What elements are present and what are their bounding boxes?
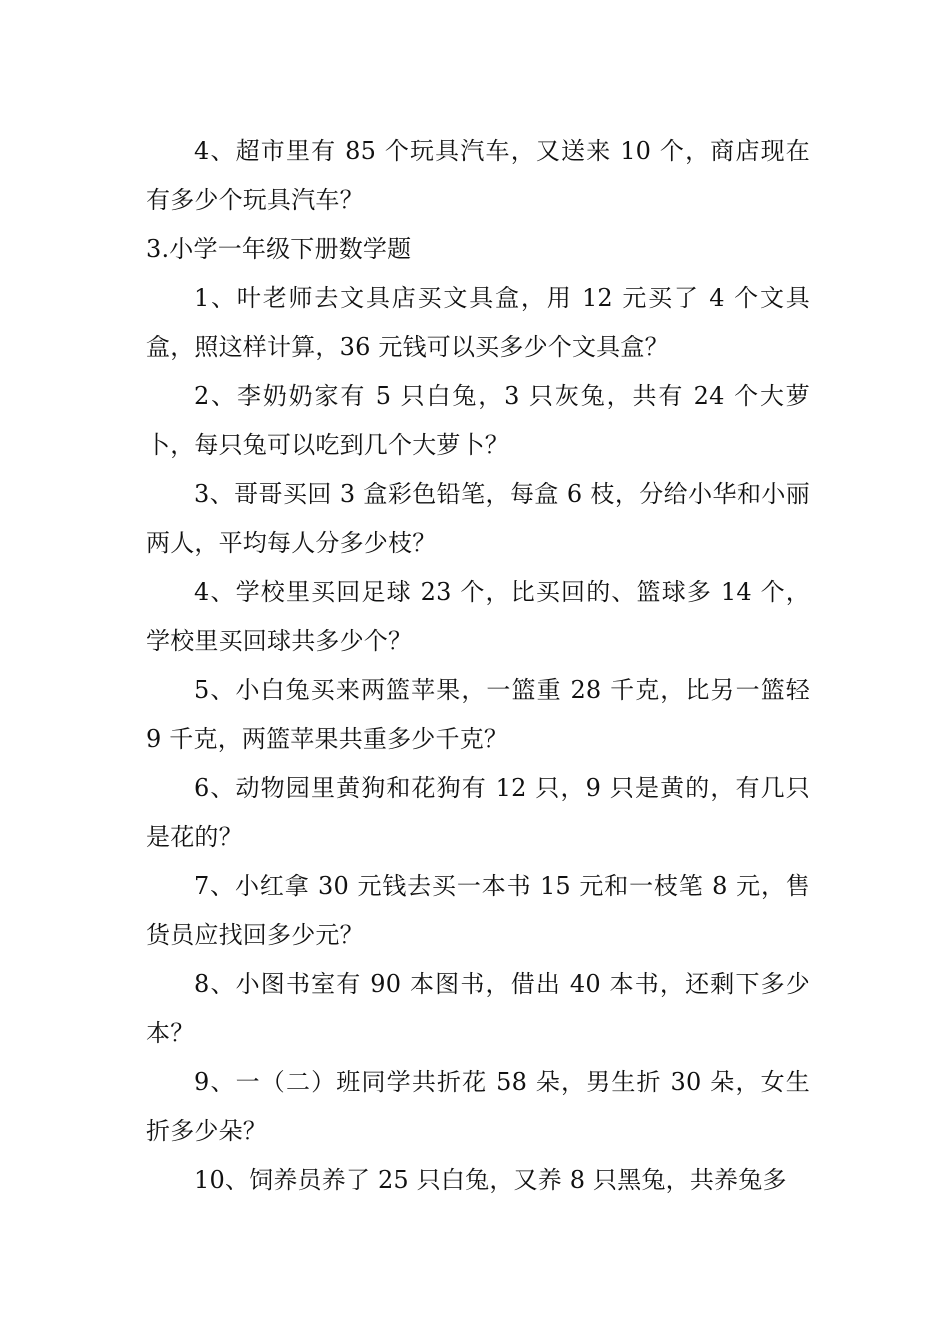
section-heading: 3.小学一年级下册数学题 xyxy=(146,235,412,263)
problem-paragraph-1: 1、叶老师去文具店买文具盒，用 12 元买了 4 个文具盒，照这样计算，36 元钱可以买多少个文具盒？ xyxy=(146,284,810,361)
problem-paragraph-4: 4、学校里买回足球 23 个，比买回的、篮球多 14 个，学校里买回球共多少个？ xyxy=(146,578,810,655)
problem-paragraph-intro: 4、超市里有 85 个玩具汽车，又送来 10 个，商店现在有多少个玩具汽车？ xyxy=(146,137,810,214)
problem-paragraph-9: 9、一（二）班同学共折花 58 朵，男生折 30 朵，女生折多少朵？ xyxy=(146,1068,810,1145)
document-body xyxy=(146,127,810,1205)
problem-paragraph-8: 8、小图书室有 90 本图书，借出 40 本书，还剩下多少本？ xyxy=(146,970,810,1047)
problem-paragraph-6: 6、动物园里黄狗和花狗有 12 只，9 只是黄的，有几只是花的？ xyxy=(146,774,810,851)
problem-paragraph-2: 2、李奶奶家有 5 只白兔，3 只灰兔，共有 24 个大萝卜，每只兔可以吃到几个大萝卜？ xyxy=(146,382,810,459)
problem-paragraph-3: 3、哥哥买回 3 盒彩色铅笔，每盒 6 枝，分给小华和小丽两人，平均每人分多少枝？ xyxy=(146,480,810,557)
problem-paragraph-5: 5、小白兔买来两篮苹果，一篮重 28 千克，比另一篮轻 9 千克，两篮苹果共重多少千克？ xyxy=(146,676,810,753)
problem-paragraph-7: 7、小红拿 30 元钱去买一本书 15 元和一枝笔 8 元，售货员应找回多少元？ xyxy=(146,872,810,949)
problem-paragraph-10: 10、饲养员养了 25 只白兔，又养 8 只黑兔，共养兔多 xyxy=(194,1166,787,1194)
